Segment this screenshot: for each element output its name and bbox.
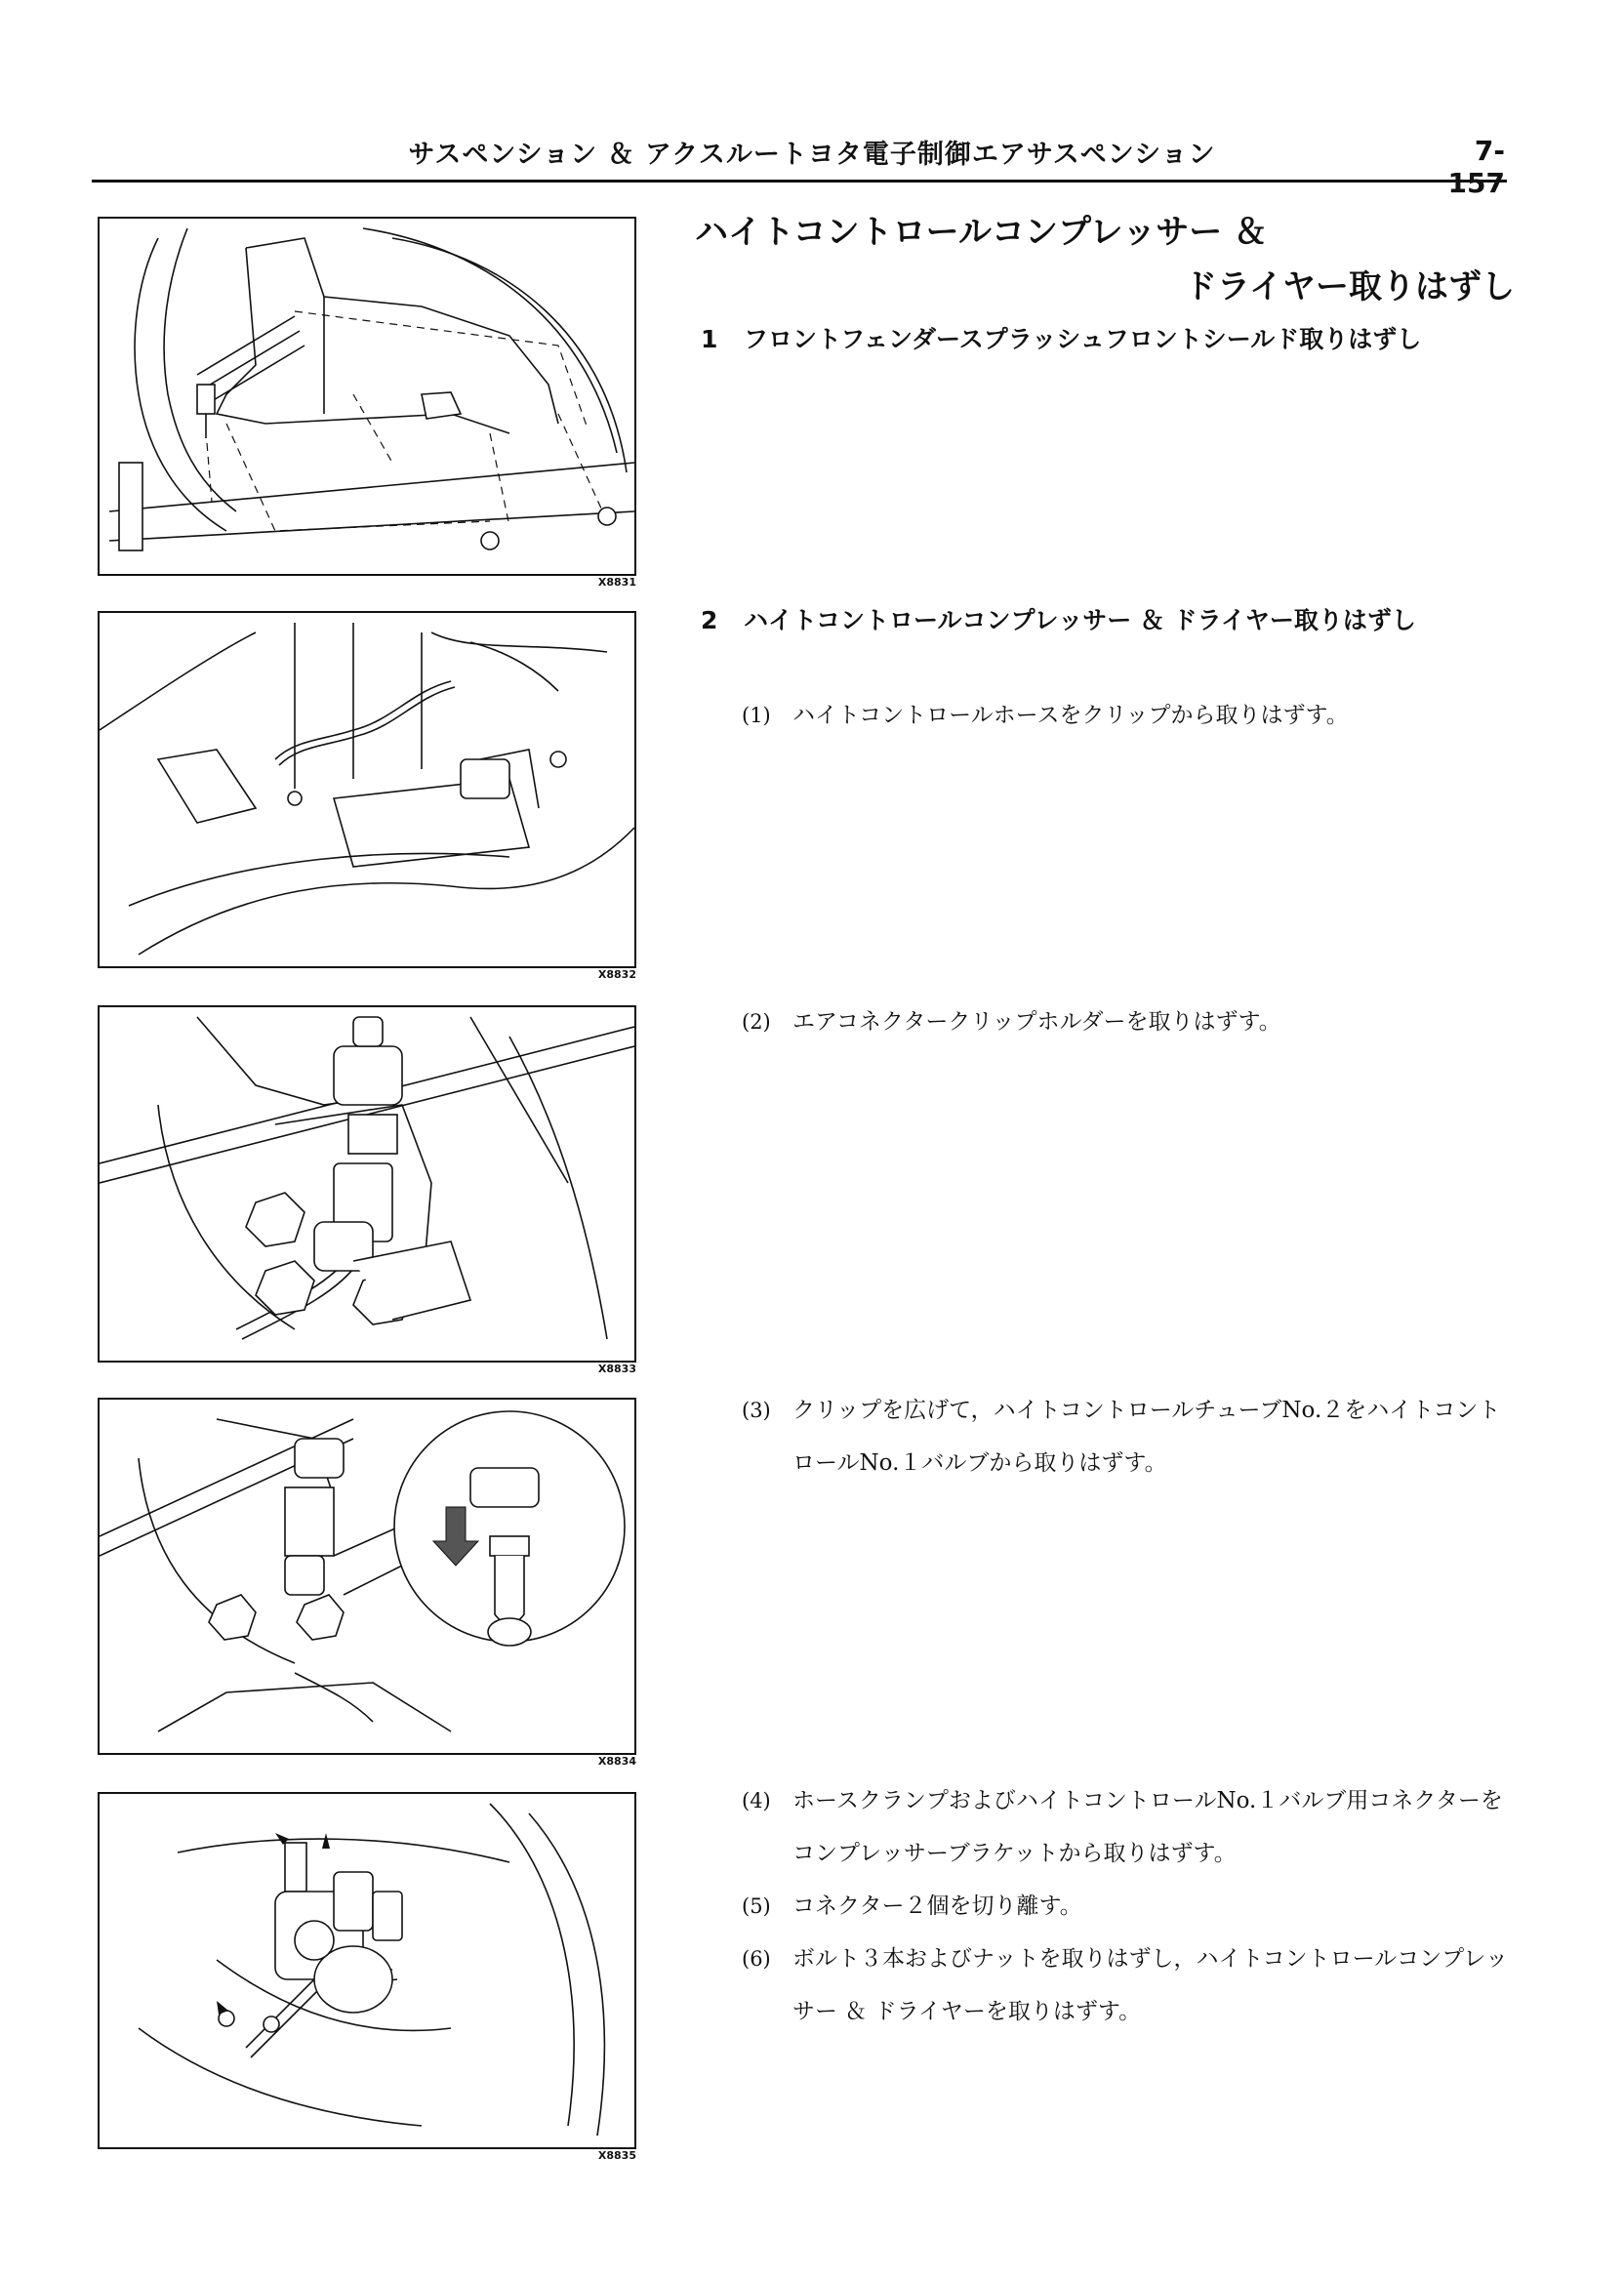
figure-height-control-tube	[98, 1398, 636, 1755]
height-control-hose-illustration	[100, 613, 634, 966]
page-header-title: サスペンション ＆ アクスルートヨタ電子制御エアサスペンション	[408, 140, 1216, 170]
figure-height-control-hose	[98, 611, 636, 968]
figure-connector-clip-holder	[98, 1005, 636, 1363]
substep-text: ホースクランプおよびハイトコントロールNo.１バルブ用コネクターをコンプレッサーブラケットから取りはずす。	[792, 1788, 1503, 1866]
substep-text: エアコネクタークリップホルダーを取りはずす。	[792, 1009, 1281, 1035]
substep-number: (6)	[742, 1947, 771, 1971]
step-number: 2	[701, 606, 718, 634]
step-2	[701, 599, 1511, 642]
substep-number: (2)	[742, 1010, 771, 1034]
substep-text: クリップを広げて，ハイトコントロールチューブNo.２をハイトコントロールNo.１バルブから取りはずす。	[792, 1398, 1501, 1476]
figure-code: X8832	[597, 968, 636, 981]
substep-text: コネクター２個を切り離す。	[792, 1893, 1082, 1919]
step-text: フロントフェンダースプラッシュフロントシールド取りはずし	[744, 325, 1422, 353]
figure-code: X8835	[597, 2149, 636, 2162]
substep-2	[742, 996, 1513, 1048]
fender-shield-illustration	[100, 219, 634, 574]
page-number: 7-157	[1447, 135, 1505, 199]
substep-1	[742, 689, 1513, 742]
figure-fender-shield	[98, 217, 636, 576]
substep-text: ハイトコントロールホースをクリップから取りはずす。	[792, 703, 1349, 728]
section-title-line2: ドライヤー取りはずし	[1184, 267, 1515, 306]
substep-number: (5)	[742, 1894, 771, 1918]
section-title-line1: ハイトコントロールコンプレッサー ＆	[695, 213, 1268, 252]
figure-code: X8831	[597, 576, 636, 589]
substep-5	[742, 1880, 1513, 1933]
figure-code: X8834	[597, 1755, 636, 1768]
step-text: ハイトコントロールコンプレッサー ＆ ドライヤー取りはずし	[744, 606, 1416, 634]
figure-code: X8833	[597, 1363, 636, 1375]
substep-6	[742, 1933, 1513, 2038]
substep-number: (3)	[742, 1399, 771, 1422]
connector-clip-holder-illustration	[100, 1007, 634, 1361]
step-number: 1	[701, 325, 718, 353]
substep-number: (1)	[742, 704, 771, 727]
compressor-dryer-illustration	[100, 1794, 634, 2147]
substep-text: ボルト３本およびナットを取りはずし，ハイトコントロールコンプレッサー ＆ ドライヤーを取りはずす。	[792, 1946, 1509, 2024]
substep-4	[742, 1774, 1513, 1880]
substep-number: (4)	[742, 1789, 771, 1812]
step-1	[701, 318, 1511, 361]
header-rule	[92, 180, 1507, 183]
substep-3	[742, 1384, 1513, 1489]
height-control-tube-illustration	[100, 1400, 634, 1753]
section-title	[695, 205, 1515, 314]
figure-compressor-dryer-removal	[98, 1792, 636, 2149]
